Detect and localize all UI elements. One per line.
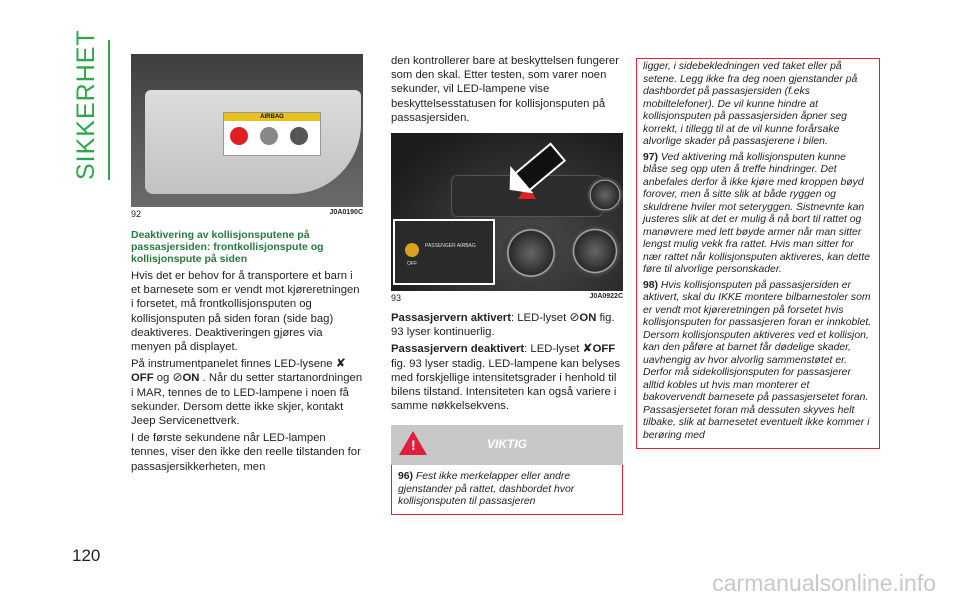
airbag-led-inset <box>393 219 495 285</box>
note-number: 96) <box>398 471 414 483</box>
warning-box <box>391 425 623 515</box>
airbag-icon <box>290 127 308 145</box>
watermark: carmanualsonline.info <box>712 570 936 596</box>
figure-92-image <box>131 54 363 207</box>
inset-led-label: OFF <box>407 261 417 268</box>
passenger-airbag-on-icon: ⊘ <box>172 370 183 385</box>
figure-93-image <box>391 133 623 291</box>
note-97: 97) Ved aktivering må kollisjonsputen kunne blåse seg opp uten å treffe hindringer. Det anbefales derfor å ikke kjøre med kroppen bøyd forover, men å sitte slik at både ryggen og skuldrene hviler mot seteryggen. Sistnevnte kan justeres slik at det er mulig å nå bort til rattet og manøvrere med lett bøyde armer når man sitter lengst mulig vekk fra rattet. Hvis man sitter for nær rattet når kollisjonsputen aktiveres, kan dette føre til alvorlige personskader. <box>643 151 870 275</box>
no-child-seat-icon <box>230 127 248 145</box>
airbag-label-text: AIRBAG <box>224 113 320 121</box>
column-1 <box>131 54 363 477</box>
figure-92-caption <box>131 209 363 219</box>
paragraph: ligger, i sidebekledningen ved taket eller på setene. Legg ikke fra deg noen gjenstander på dashbordet på passasjersiden (f.eks mobiltelefoner). De vil kunne hindre at kollisjonsputen på passasjersiden åpner seg korrekt, i tillegg til at de vil kunne forårsake alvorlige skader på passasjerene i bilen. <box>643 61 858 147</box>
airbag-off-led <box>405 243 419 257</box>
paragraph: På instrumentpanelet finnes LED-lysene ✘OFF og ⊘ON . Når du setter startanordningen i MAR, tennes de to LED-lampene i noen få sekunder. Dersom dette ikke skjer, kontakt Jeep Servicenettverk. <box>131 356 363 428</box>
section-tab-label: SIKKERHET <box>72 29 100 180</box>
airbag-warning-label <box>223 112 321 156</box>
figure-93-caption <box>391 293 623 303</box>
section-tab <box>68 29 108 180</box>
figure-code: J0A0190C <box>329 209 363 216</box>
paragraph: Hvis det er behov for å transportere et barn i et barnesete som er vendt mot kjøreretningen i forsetet, må frontkollisjonsputen og kollisjonsputen på siden foran (side bag) deaktiveres. Deaktiveringen gjøres via menyen på displayet. <box>131 270 360 354</box>
warning-title: VIKTIG <box>486 437 527 452</box>
paragraph-deactivated: Passasjervern deaktivert: LED-lyset ✘OFF fig. 93 lyser stadig. LED-lampene kan belyses med forskjellige intensitetsgrader i henhold til bilens tilstand. Intensiteten kan også variere i samme nøkkelsekvens. <box>391 341 621 413</box>
warning-header: ! VIKTIG <box>391 425 623 465</box>
passenger-airbag-off-icon: ✘ <box>335 356 346 371</box>
climate-knob-right <box>569 225 621 277</box>
figure-number: 92 <box>131 209 142 219</box>
climate-knob-left <box>503 225 559 281</box>
section-heading: Deaktivering av kollisjonsputene på passasjersiden: frontkollisjonspute og kollisjonspute på siden <box>131 229 324 265</box>
figure-code: J0A0922C <box>589 293 623 301</box>
inset-text: PASSENGER AIRBAG <box>425 243 476 250</box>
paragraph: I de første sekundene når LED-lampen tennes, viser den ikke den reelle tilstanden for passasjersikkerheten, men <box>131 432 361 473</box>
passenger-airbag-on-icon: ⊘ <box>569 310 580 325</box>
column-3 <box>636 58 880 449</box>
paragraph: den kontrollerer bare at beskyttelsen fungerer som den skal. Etter testen, som varer noen sekunder, vil LED-lampene vise beskyttelsesstatusen for kollisjonsputen på passasjersiden. <box>391 55 619 124</box>
paragraph-active: Passasjervern aktivert: LED-lyset ⊘ON fig. 93 lyser kontinuerlig. <box>391 310 615 339</box>
passenger-airbag-off-icon: ✘ <box>582 341 593 356</box>
note-98: 98) Hvis kollisjonsputen på passasjersiden er aktivert, skal du IKKE montere bilbarnestoler som er vendt mot kjøreretningen på forsetet hvis kollisjonsputen for passasjeren foran er innkoblet. Dersom kollisjonsputen aktiveres ved et kollisjon, kan den påføre at barnet får dødelige skader, uavhengig av hvor alvorlig sammenstøtet er. Derfor må sidekollisjonsputen for passasjerer alltid kobles ut hvis man monterer et bakovervendt barnesete på passasjersetet foran. Passasjersetet foran må dessuten skyves helt tilbake, slik at barnesetet eventuelt ikke kommer i berøring med <box>643 279 872 441</box>
warning-continuation-box <box>636 58 880 449</box>
manual-icon <box>260 127 278 145</box>
warning-body: 96) Fest ikke merkelapper eller andre gjenstander på rattet, dashbordet hvor kollisjonsputen til passasjeren <box>391 465 623 515</box>
column-2 <box>391 54 623 515</box>
section-divider <box>108 40 110 180</box>
climate-knob-top <box>587 177 623 213</box>
page-number: 120 <box>72 546 101 565</box>
figure-number: 93 <box>391 293 402 304</box>
